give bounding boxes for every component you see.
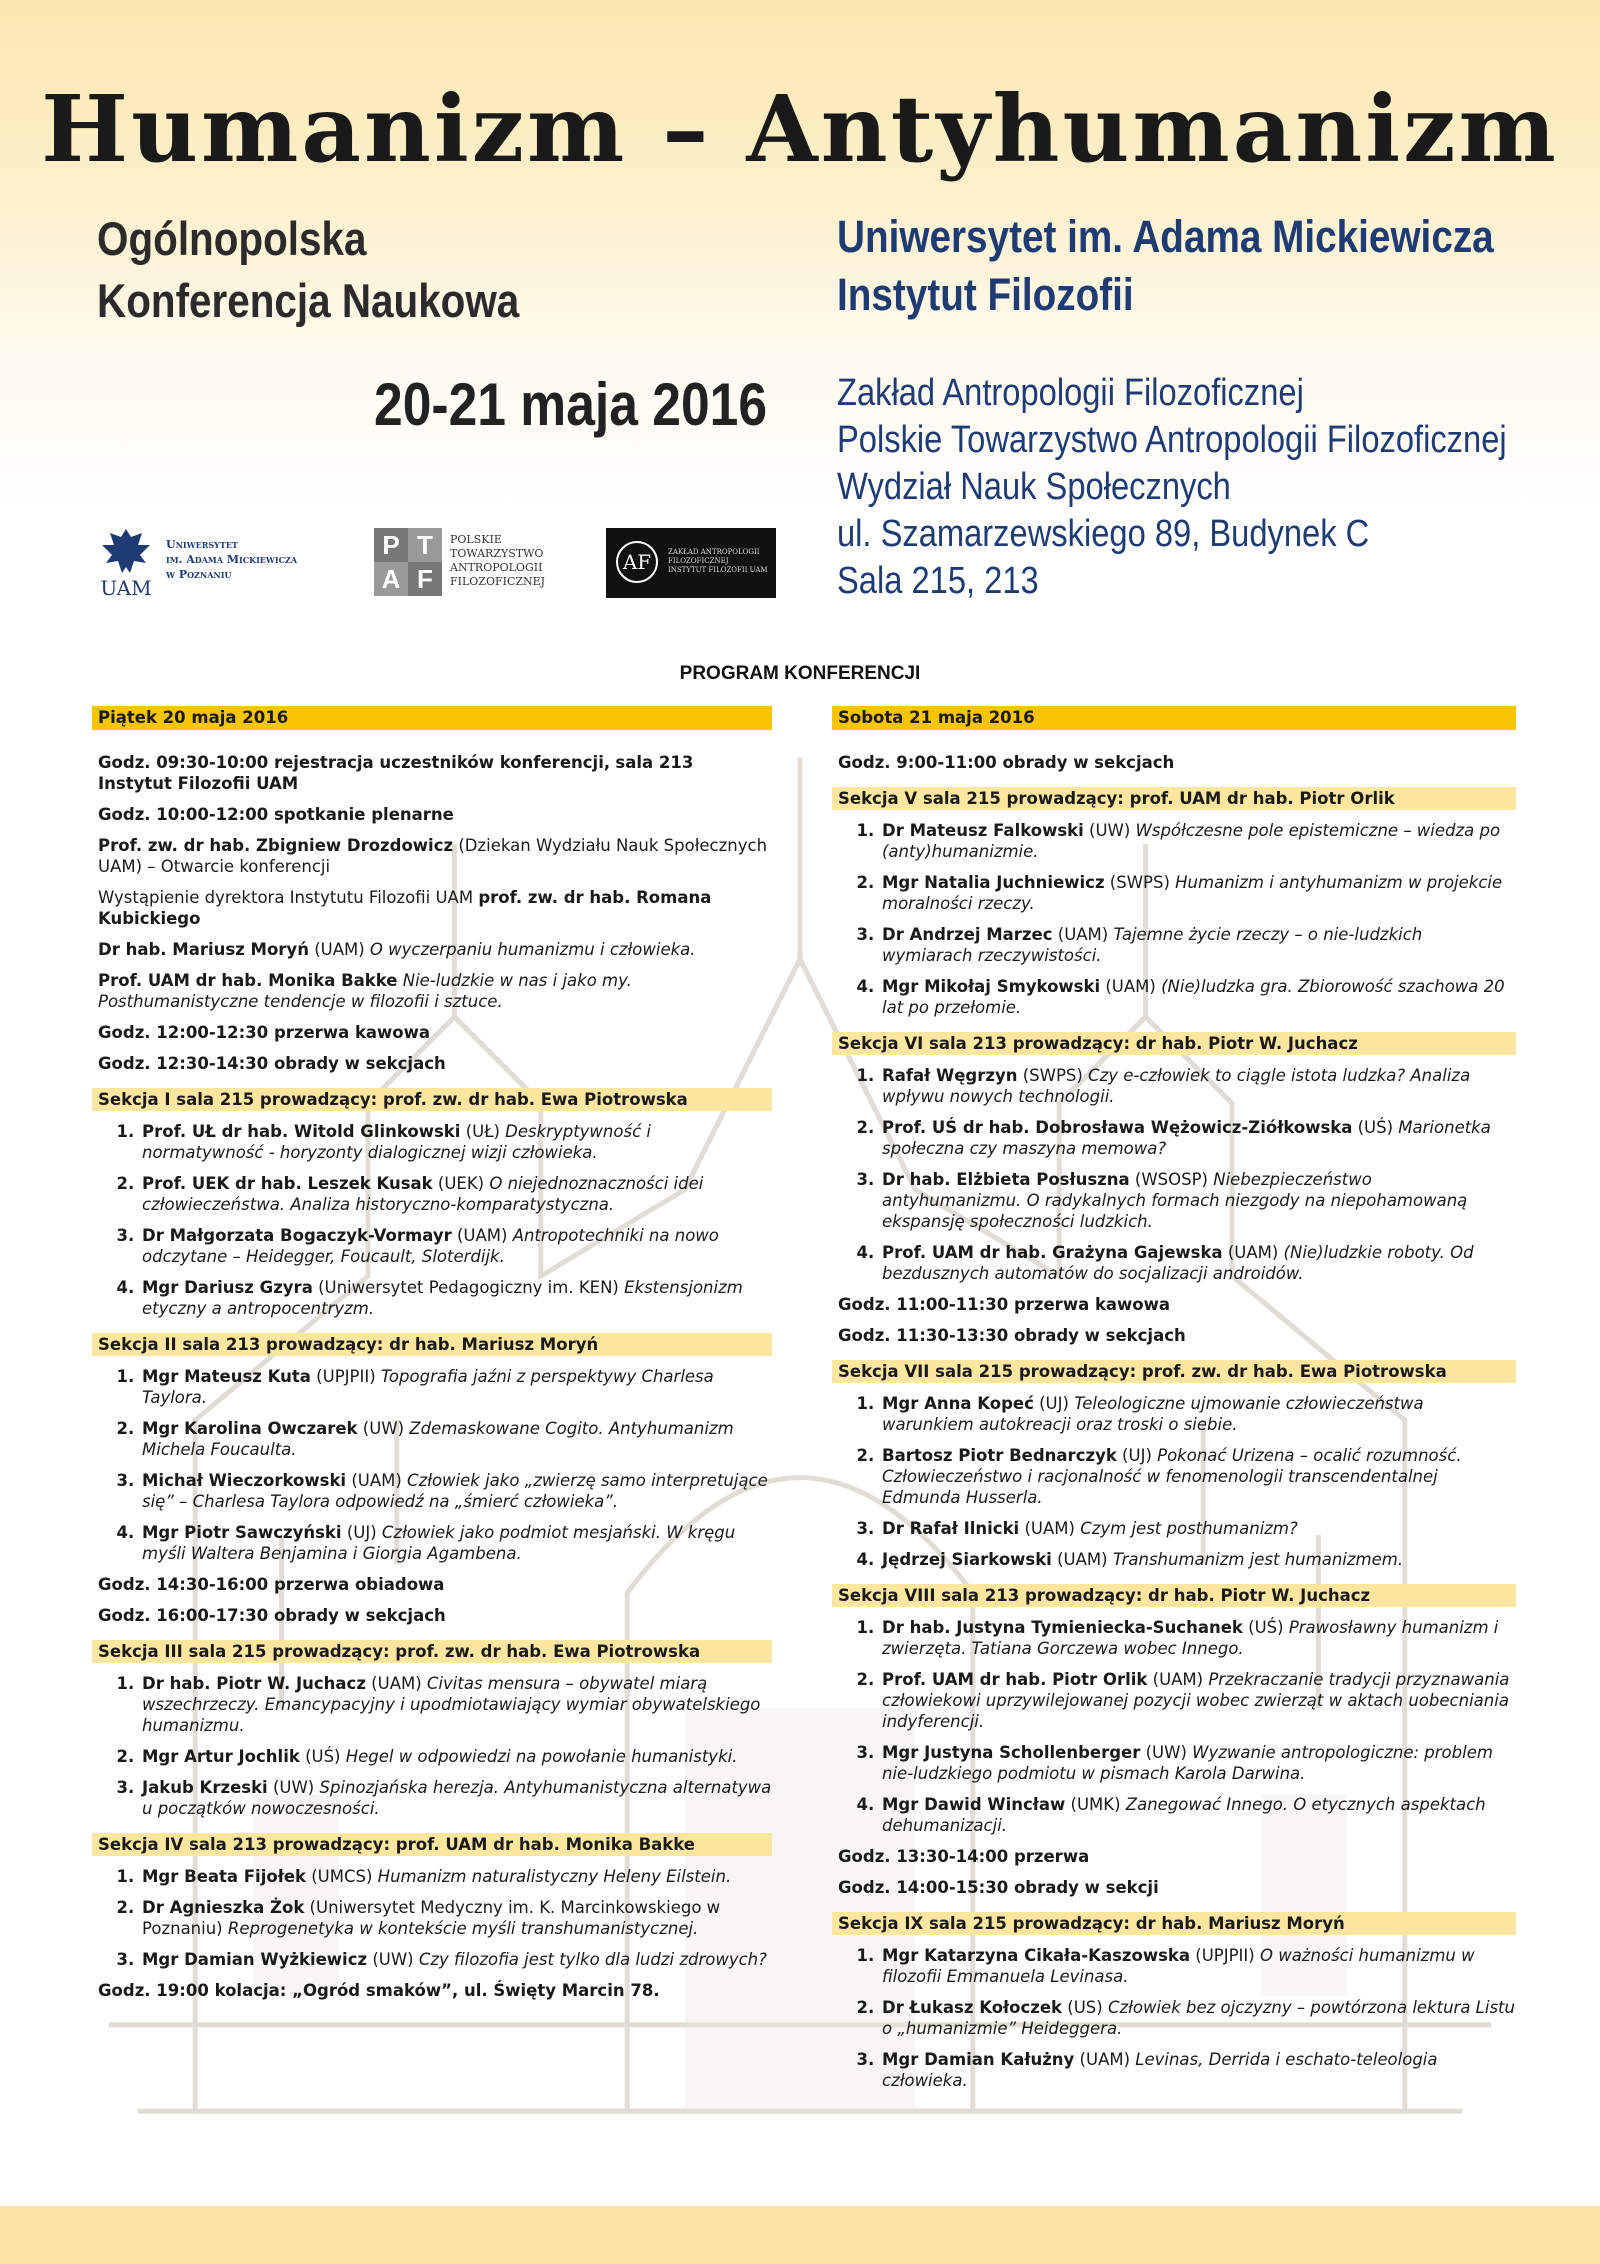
ptaf-logo-text: [450, 533, 545, 589]
conference-type-line: Ogólnopolska: [97, 212, 367, 265]
talk-list: [832, 1065, 1516, 1284]
schedule-row: [838, 1325, 1516, 1346]
talk-item: [880, 1945, 1516, 1987]
affiliation: (UAM): [1147, 1670, 1209, 1689]
ptaf-letter: F: [417, 563, 433, 594]
talk-title: Człowiek jako „zwierzę samo interpretujące się” – Charlesa Taylora odpowiedź na „śmierć człowieka”.: [142, 1471, 768, 1511]
affiliation: (SWPS): [1104, 873, 1176, 892]
speaker-name: Prof. UŚ dr hab. Dobrosława Wężowicz-Ziółkowska: [882, 1118, 1353, 1137]
talk-title: Humanizm i antyhumanizm w projekcie moralności rzeczy.: [882, 873, 1503, 913]
speaker-name: Mgr Justyna Schollenberger: [882, 1743, 1141, 1762]
talk-title: Humanizm naturalistyczny Heleny Eilstein.: [377, 1867, 732, 1886]
schedule-row: [98, 1574, 772, 1595]
section-header: Sekcja VII sala 215 prowadzący: prof. zw. dr hab. Ewa Piotrowska: [832, 1360, 1516, 1383]
affiliation: (UW): [1140, 1743, 1193, 1762]
talk-title: Hegel w odpowiedzi na powołanie humanistyki.: [345, 1747, 738, 1766]
uam-mark: UAM: [100, 576, 152, 599]
schedule-row: [98, 1053, 772, 1074]
talk-item: [140, 1173, 772, 1215]
talk-title: Czym jest posthumanizm?: [1080, 1519, 1298, 1538]
speaker-name: Godz. 12:00-12:30 przerwa kawowa: [98, 1023, 431, 1042]
talk-item: [880, 1518, 1516, 1539]
venue-info: [837, 370, 1507, 605]
speaker-name: Mgr Artur Jochlik: [142, 1747, 300, 1766]
talk-title: O niejednoznaczności idei człowieczeństwa. Analiza historyczno-komparatystyczna.: [142, 1174, 704, 1214]
talk-item: [140, 1866, 772, 1887]
affiliation: (UŚ): [1352, 1118, 1399, 1137]
speaker-name: Dr hab. Mariusz Moryń: [98, 940, 309, 959]
speaker-name: Mgr Mikołaj Smykowski: [882, 977, 1101, 996]
talk-title: Ekstensjonizm etyczny a antropocentryzm.: [142, 1278, 743, 1318]
speaker-name: Michał Wieczorkowski: [142, 1471, 347, 1490]
talk-item: [880, 1445, 1516, 1508]
talk-title: Topografia jaźni z perspektywy Charlesa Taylora.: [142, 1367, 714, 1407]
speaker-name: Dr Łukasz Kołoczek: [882, 1998, 1063, 2017]
speaker-name: Mgr Mateusz Kuta: [142, 1367, 311, 1386]
affiliation: (Uniwersytet Pedagogiczny im. KEN): [312, 1278, 625, 1297]
talk-title: Tajemne życie rzeczy – o nie-ludzkich wymiarach rzeczywistości.: [882, 925, 1423, 965]
speaker-name: Godz. 09:30-10:00 rejestracja uczestników konferencji,: [98, 753, 611, 772]
section-header: Sekcja VI sala 213 prowadzący: dr hab. Piotr W. Juchacz: [832, 1032, 1516, 1055]
talk-item: [140, 1746, 772, 1767]
speaker-name: Prof. UŁ dr hab. Witold Glinkowski: [142, 1122, 461, 1141]
section-header: Sekcja IX sala 215 prowadzący: dr hab. Mariusz Moryń: [832, 1912, 1516, 1935]
affiliation: (UAM): [346, 1471, 408, 1490]
day-header: Sobota 21 maja 2016: [832, 706, 1516, 730]
talk-title: Współczesne pole epistemiczne – wiedza po (anty)humanizmie.: [882, 821, 1501, 861]
talk-list: [92, 1673, 772, 1819]
affiliation: (UŚ): [1242, 1618, 1289, 1637]
uam-logo: [96, 523, 326, 599]
ptaf-letter: A: [374, 562, 408, 596]
day2-column: [832, 706, 1516, 2101]
affiliation: (UW): [367, 1950, 419, 1969]
speaker-name: Mgr Karolina Owczarek: [142, 1419, 358, 1438]
speaker-name: prof. zw. dr hab. Romana Kubickiego: [98, 888, 712, 928]
uam-logo-line: Uniwersytet: [166, 538, 238, 551]
talk-list: [832, 820, 1516, 1018]
ptaf-logo: [374, 528, 574, 598]
talk-list: [92, 1366, 772, 1564]
talk-title: Levinas, Derrida i eschato-teleologia człowieka.: [882, 2050, 1438, 2090]
talk-title: Człowiek jako podmiot mesjański. W kręgu myśli Waltera Benjamina i Giorgia Agambena.: [142, 1523, 736, 1563]
speaker-name: Mgr Dawid Wincław: [882, 1795, 1066, 1814]
uam-logo-line: w Poznaniu: [166, 568, 232, 581]
day-header: Piątek 20 maja 2016: [92, 706, 772, 730]
talk-title: Czy filozofia jest tylko dla ludzi zdrowych?: [418, 1950, 767, 1969]
talk-title: Pokonać Urizena – ocalić rozumność. Człowieczeństwo i racjonalność w fenomenologii transcendentalnej Edmunda Husserla.: [882, 1446, 1462, 1507]
speaker-name: Mgr Piotr Sawczyński: [142, 1523, 342, 1542]
talk-item: [140, 1522, 772, 1564]
talk-item: [880, 1742, 1516, 1784]
talk-item: [880, 1393, 1516, 1435]
affiliation: (UŁ): [460, 1122, 506, 1141]
conference-dates: 20-21 maja 2016: [374, 371, 768, 438]
affiliation: (US): [1062, 1998, 1108, 2017]
ptaf-mark: [374, 528, 442, 596]
speaker-name: Bartosz Piotr Bednarczyk: [882, 1446, 1117, 1465]
af-logo-text: [668, 548, 768, 575]
talk-item: [880, 1117, 1516, 1159]
af-logo: [606, 528, 776, 598]
venue-line: Sala 215, 213: [837, 560, 1039, 602]
talk-item: [880, 1065, 1516, 1107]
talk-title: Wyzwanie antropologiczne: problem nie-ludzkiego podmiotu w pismach Karola Darwina.: [882, 1743, 1493, 1783]
affiliation: (UAM): [1100, 977, 1162, 996]
ptaf-logo-line: ANTROPOLOGII: [450, 561, 543, 574]
speaker-name: Dr Andrzej Marzec: [882, 925, 1053, 944]
talk-title: Deskryptywność i normatywność - horyzonty dialogicznej wizji człowieka.: [142, 1122, 651, 1162]
talk-list: [92, 1866, 772, 1970]
speaker-name: Prof. UEK dr hab. Leszek Kusak: [142, 1174, 433, 1193]
ptaf-letter: T: [408, 528, 442, 562]
talk-title: Civitas mensura – obywatel miarą wszechrzeczy. Emancypacyjny i upodmiotawiający wymiar obywatelskiego humanizmu.: [142, 1674, 761, 1735]
ptaf-logo-line: POLSKIE: [450, 533, 502, 546]
program-heading: PROGRAM KONFERENCJI: [679, 663, 921, 684]
talk-item: [140, 1470, 772, 1512]
section-header: Sekcja VIII sala 213 prowadzący: dr hab. Piotr W. Juchacz: [832, 1584, 1516, 1607]
talk-item: [140, 1121, 772, 1163]
venue-line: ul. Szamarzewskiego 89, Budynek C: [837, 513, 1370, 555]
speaker-name: Dr Rafał Ilnicki: [882, 1519, 1020, 1538]
talk-title: Antropotechniki na nowo odczytane – Heidegger, Foucault, Sloterdijk.: [142, 1226, 719, 1266]
page-title: Humanizm – Antyhumanizm: [41, 75, 1559, 183]
talk-item: [880, 1669, 1516, 1732]
talk-title: Marionetka społeczna czy maszyna memowa?: [882, 1118, 1491, 1158]
talk-item: [140, 1225, 772, 1267]
affiliation: (UMK): [1065, 1795, 1126, 1814]
schedule-row: [98, 887, 772, 929]
affiliation: (UJ): [341, 1523, 382, 1542]
talk-item: [880, 1997, 1516, 2039]
affiliation: (Dziekan Wydziału Nauk Społecznych UAM) – Otwarcie konferencji: [98, 836, 768, 876]
talk-item: [140, 1949, 772, 1970]
af-logo-line: INSTYTUT FILOZOFII UAM: [668, 566, 768, 574]
talk-item: [140, 1777, 772, 1819]
schedule-row: [98, 752, 772, 794]
talk-item: [880, 976, 1516, 1018]
speaker-name: Jędrzej Siarkowski: [882, 1550, 1052, 1569]
affiliation: (UAM): [1222, 1243, 1284, 1262]
ptaf-letter: P: [382, 529, 400, 560]
speaker-name: Godz. 10:00-12:00 spotkanie plenarne: [98, 805, 454, 824]
speaker-name: Dr hab. Justyna Tymieniecka-Suchanek: [882, 1618, 1243, 1637]
venue-line: Wydział Nauk Społecznych: [837, 466, 1231, 508]
talk-item: [880, 820, 1516, 862]
speaker-name: Godz. 9:00-11:00 obrady w sekcjach: [838, 753, 1175, 772]
speaker-name: Mgr Dariusz Gzyra: [142, 1278, 313, 1297]
talk-item: [140, 1277, 772, 1319]
schedule-row: [98, 939, 772, 960]
talk-item: [880, 872, 1516, 914]
speaker-name: Godz. 11:00-11:30 przerwa kawowa: [838, 1295, 1171, 1314]
conference-type-line: Konferencja Naukowa: [97, 274, 520, 327]
schedule-row: [98, 970, 772, 1012]
affiliation: (UMCS): [306, 1867, 378, 1886]
talk-item: [880, 1549, 1516, 1570]
affiliation: (UW): [1083, 821, 1136, 840]
schedule-row: [838, 1294, 1516, 1315]
affiliation: (UŚ): [299, 1747, 346, 1766]
talk-item: [880, 1617, 1516, 1659]
af-logo-line: ZAKŁAD ANTROPOLOGII: [668, 548, 760, 556]
speaker-name: Prof. UAM dr hab. Piotr Orlik: [882, 1670, 1148, 1689]
speaker-name: Godz. 13:30-14:00 przerwa: [838, 1847, 1090, 1866]
university-line: Uniwersytet im. Adama Mickiewicza: [837, 211, 1494, 262]
speaker-name: Dr hab. Elżbieta Posłuszna: [882, 1170, 1130, 1189]
venue-line: Polskie Towarzystwo Antropologii Filozoficznej: [837, 419, 1507, 461]
talk-list: [832, 1393, 1516, 1570]
talk-title: Niebezpieczeństwo antyhumanizmu. O radykalnych formach niezgody na niepohamowaną ekspansję społeczności ludzkich.: [882, 1170, 1468, 1231]
talk-title: Prawosławny humanizm i zwierzęta. Tatiana Gorczewa wobec Innego.: [882, 1618, 1499, 1658]
speaker-name: Jakub Krzeski: [142, 1778, 268, 1797]
section-header: Sekcja III sala 215 prowadzący: prof. zw. dr hab. Ewa Piotrowska: [92, 1640, 772, 1663]
talk-list: [832, 1617, 1516, 1836]
affiliation: (UAM): [451, 1226, 513, 1245]
af-mark: AF: [616, 541, 658, 583]
talk-title: Spinozjańska herezja. Antyhumanistyczna alternatywa u początków nowoczesności.: [142, 1778, 772, 1818]
speaker-name: Mgr Anna Kopeć: [882, 1394, 1034, 1413]
talk-title: Człowiek bez ojczyzny – powtórzona lektura Listu o „humanizmie” Heideggera.: [882, 1998, 1515, 2038]
talk-title: Zanegować Innego. O etycznych aspektach dehumanizacji.: [882, 1795, 1486, 1835]
talk-item: [140, 1366, 772, 1408]
talk-title: Teleologiczne ujmowanie człowieczeństwa warunkiem autokreacji oraz troski o siebie.: [882, 1394, 1424, 1434]
affiliation: (UAM): [1019, 1519, 1081, 1538]
affiliation: (UPJPII): [1190, 1946, 1260, 1965]
affiliation: (UAM): [1051, 1550, 1113, 1569]
footer-band: [0, 2206, 1600, 2264]
talk-item: [140, 1897, 772, 1939]
speaker-name: Godz. 12:30-14:30 obrady w sekcjach: [98, 1054, 446, 1073]
speaker-name: Mgr Damian Wyżkiewicz: [142, 1950, 368, 1969]
talk-title: Nie-ludzkie w nas i jako my. Posthumanistyczne tendencje w filozofii i sztuce.: [98, 971, 632, 1011]
schedule-row: [98, 835, 772, 877]
speaker-name: Godz. 14:30-16:00 przerwa obiadowa: [98, 1575, 445, 1594]
talk-list: [92, 1121, 772, 1319]
talk-item: [880, 2049, 1516, 2091]
schedule-row: [98, 1980, 772, 2001]
section-header: Sekcja I sala 215 prowadzący: prof. zw. dr hab. Ewa Piotrowska: [92, 1088, 772, 1111]
eagle-icon: [96, 523, 156, 599]
affiliation: (UAM): [1052, 925, 1114, 944]
schedule-row: [98, 1022, 772, 1043]
ptaf-logo-line: TOWARZYSTWO: [450, 547, 544, 560]
speaker-name: Godz. 14:00-15:30 obrady w sekcji: [838, 1878, 1159, 1897]
affiliation: (UAM): [308, 940, 370, 959]
ptaf-logo-line: FILOZOFICZNEJ: [450, 575, 546, 588]
talk-title: O wyczerpaniu humanizmu i człowieka.: [369, 940, 696, 959]
schedule-row: [838, 752, 1516, 773]
speaker-name: Godz. 16:00-17:30 obrady w sekcjach: [98, 1606, 446, 1625]
talk-item: [880, 924, 1516, 966]
section-header: Sekcja V sala 215 prowadzący: prof. UAM dr hab. Piotr Orlik: [832, 787, 1516, 810]
talk-title: (Nie)ludzkie roboty. Od bezdusznych automatów do socjalizacji androidów.: [882, 1243, 1474, 1283]
speaker-name: Dr Mateusz Falkowski: [882, 821, 1084, 840]
speaker-name: sala 213 Instytut Filozofii UAM: [98, 753, 694, 793]
talk-title: O ważności humanizmu w filozofii Emmanuela Levinasa.: [882, 1946, 1475, 1986]
affiliation: Wystąpienie dyrektora Instytutu Filozofii UAM: [98, 888, 479, 907]
speaker-name: Prof. UAM dr hab. Monika Bakke: [98, 971, 398, 990]
affiliation: (UJ): [1033, 1394, 1075, 1413]
day1-column: [92, 706, 772, 2011]
section-header: Sekcja IV sala 213 prowadzący: prof. UAM dr hab. Monika Bakke: [92, 1833, 772, 1856]
speaker-name: Godz. 19:00 kolacja: „Ogród smaków”, ul. Święty Marcin 78.: [98, 1981, 660, 2000]
affiliation: (UPJPII): [310, 1367, 381, 1386]
talk-item: [880, 1242, 1516, 1284]
schedule-row: [838, 1877, 1516, 1898]
talk-title: Zdemaskowane Cogito. Antyhumanizm Michela Foucaulta.: [142, 1419, 734, 1459]
speaker-name: Prof. UAM dr hab. Grażyna Gajewska: [882, 1243, 1223, 1262]
section-header: Sekcja II sala 213 prowadzący: dr hab. Mariusz Moryń: [92, 1333, 772, 1356]
uam-logo-text: [166, 537, 297, 582]
talk-title: (Nie)ludzka gra. Zbiorowość szachowa 20 lat po przełomie.: [882, 977, 1505, 1017]
talk-list: [832, 1945, 1516, 2091]
affiliation: (UW): [357, 1419, 410, 1438]
speaker-name: Godz. 11:30-13:30 obrady w sekcjach: [838, 1326, 1186, 1345]
talk-item: [880, 1794, 1516, 1836]
affiliation: (UW): [267, 1778, 320, 1797]
speaker-name: Dr Agnieszka Żok: [142, 1898, 305, 1917]
speaker-name: Mgr Damian Kałużny: [882, 2050, 1075, 2069]
affiliation: (Uniwersytet Medyczny im. K. Marcinkowskiego w Poznaniu): [142, 1898, 721, 1938]
speaker-name: Mgr Katarzyna Cikała-Kaszowska: [882, 1946, 1191, 1965]
talk-title: Czy e-człowiek to ciągle istota ludzka? Analiza wpływu nowych technologii.: [882, 1066, 1471, 1106]
talk-title: Transhumanizm jest humanizmem.: [1112, 1550, 1404, 1569]
university-line: Instytut Filozofii: [837, 269, 1134, 320]
schedule-row: [98, 804, 772, 825]
affiliation: (UAM): [365, 1674, 427, 1693]
speaker-name: Mgr Beata Fijołek: [142, 1867, 306, 1886]
university-name: [837, 208, 1494, 324]
conference-type: [97, 208, 519, 332]
speaker-name: Rafał Węgrzyn: [882, 1066, 1018, 1085]
venue-line: Zakład Antropologii Filozoficznej: [837, 372, 1304, 414]
talk-item: [140, 1673, 772, 1736]
schedule-row: [838, 1846, 1516, 1867]
af-logo-line: FILOZOFICZNEJ: [668, 557, 729, 565]
talk-title: Przekraczanie tradycji przyznawania człowiekowi uprzywilejowanej pozycji wobec zwierząt w aktach uobecniania indyferencji.: [882, 1670, 1510, 1731]
speaker-name: Dr hab. Piotr W. Juchacz: [142, 1674, 366, 1693]
talk-item: [140, 1418, 772, 1460]
speaker-name: Prof. zw. dr hab. Zbigniew Drozdowicz: [98, 836, 454, 855]
uam-logo-line: im. Adama Mickiewicza: [166, 553, 298, 566]
speaker-name: Dr Małgorzata Bogaczyk-Vormayr: [142, 1226, 452, 1245]
speaker-name: Mgr Natalia Juchniewicz: [882, 873, 1105, 892]
affiliation: (UEK): [432, 1174, 490, 1193]
talk-title: Reprogenetyka w kontekście myśli transhumanistycznej.: [227, 1919, 699, 1938]
affiliation: (UJ): [1116, 1446, 1158, 1465]
schedule-row: [98, 1605, 772, 1626]
affiliation: (WSOSP): [1129, 1170, 1214, 1189]
affiliation: (UAM): [1074, 2050, 1136, 2069]
talk-item: [880, 1169, 1516, 1232]
affiliation: (SWPS): [1017, 1066, 1089, 1085]
